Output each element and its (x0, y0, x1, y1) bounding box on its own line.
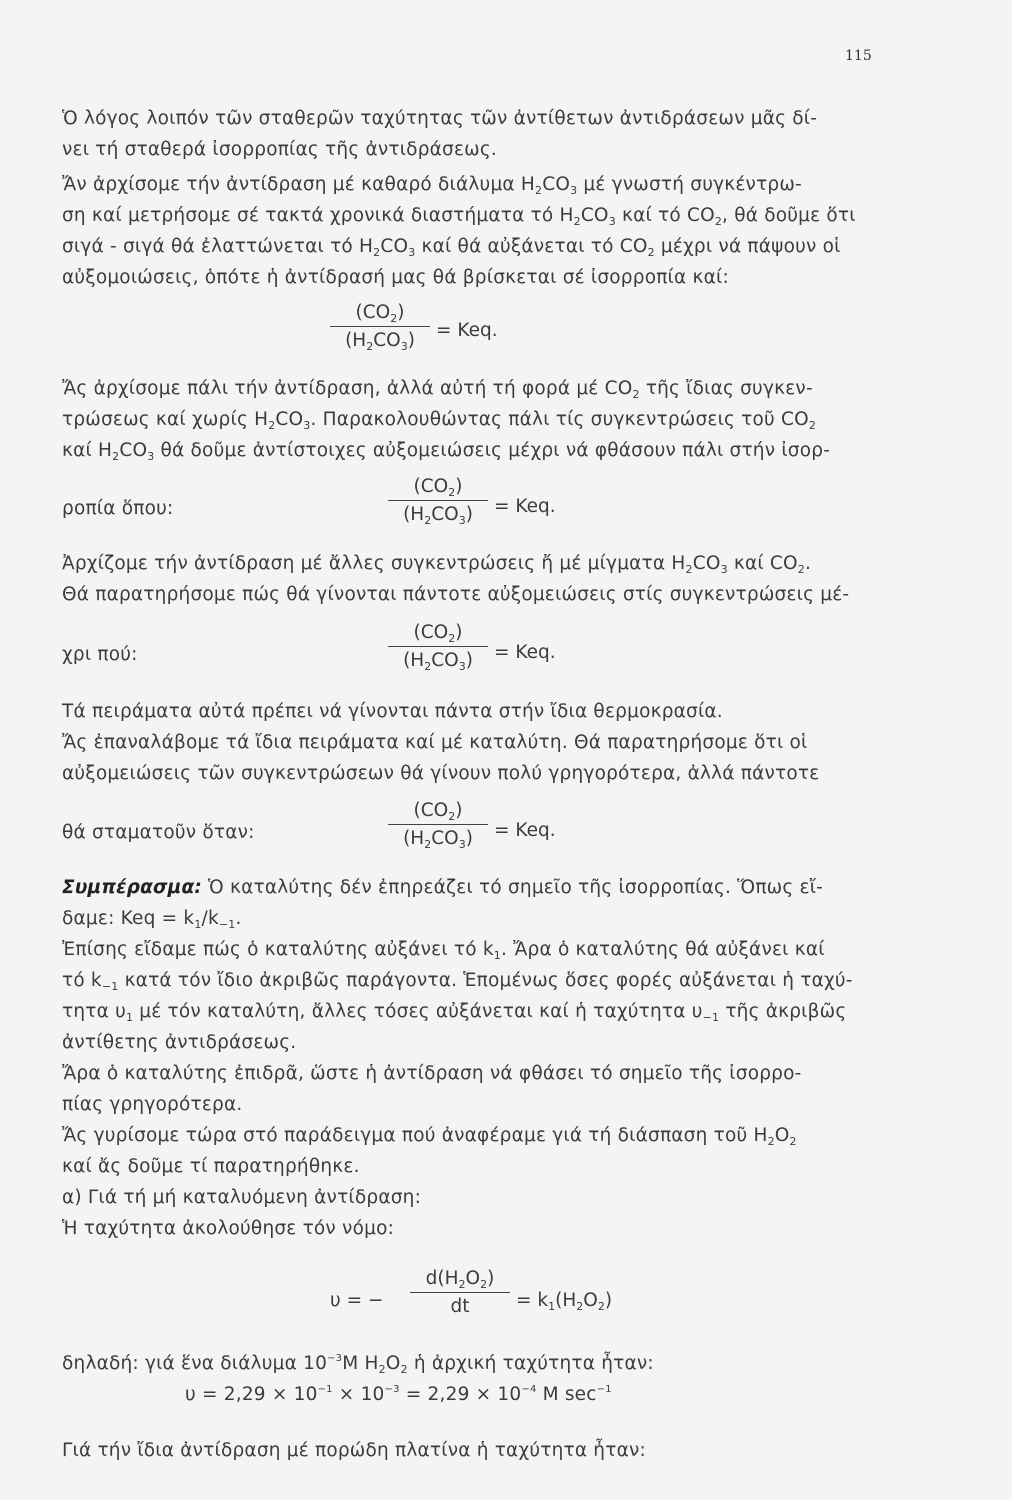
equilibrium-fraction: $(CO_2)$ $(H_2CO_3)$ (388, 622, 488, 671)
text-line: ση καί μετρήσομε σέ τακτά χρονικά διαστήματα τό $H_2CO_3$ καί τό $CO_2$, θά δοῦμε ὅτι (62, 205, 856, 228)
text-line: Ἄς ἐπαναλάβομε τά ἴδια πειράματα καί μέ καταλύτη. Θά παρατηρήσομε ὅτι οἱ (62, 732, 808, 753)
text-line: χρι πού: (62, 644, 138, 665)
text-line: Ἄς ἀρχίσομε πάλι τήν ἀντίδραση, ἀλλά αὐτή τή φορά μέ $CO_2$ τῆς ἴδιας συγκεν- (62, 378, 813, 401)
text-line: αὐξομοιώσεις, ὁπότε ἡ ἀντίδρασή μας θά βρίσκεται σέ ἰσορροπία καί: (62, 267, 729, 288)
page-number: 115 (845, 48, 872, 64)
text-line: Ἄρα ὁ καταλύτης ἐπιδρᾶ, ὥστε ἡ ἀντίδραση νά φθάσει τό σημεῖο τῆς ἰσορρο- (62, 1063, 802, 1084)
text-line: νει τή σταθερά ἰσορροπίας τῆς ἀντιδράσεως. (62, 139, 497, 160)
text-line: Ἄν ἀρχίσομε τήν ἀντίδραση μέ καθαρό διάλυμα $H_2CO_3$ μέ γνωστή συγκέντρω- (62, 174, 802, 197)
text-line: δαμε: Keq = $k_1/k_{-1}$. (62, 908, 242, 931)
keq-label: = Keq. (494, 496, 556, 517)
text-line: ἀντίθετης ἀντιδράσεως. (62, 1032, 297, 1053)
equilibrium-fraction: $(CO_2)$ $(H_2CO_3)$ (330, 302, 430, 351)
keq-label: = Keq. (436, 320, 498, 341)
keq-label: = Keq. (494, 820, 556, 841)
conclusion-label: Συμπέρασμα: (62, 877, 202, 898)
text-line: σιγά - σιγά θά ἐλαττώνεται τό $H_2CO_3$ καί θά αὐξάνεται τό $CO_2$ μέχρι νά πάψουν οἱ (62, 236, 841, 259)
text-line: δηλαδή: γιά ἕνα διάλυμα $10^{-3}M$ $H_2O_2$ ἡ ἀρχική ταχύτητα ἦταν: (62, 1353, 654, 1376)
text-line: Συμπέρασμα: Ὁ καταλύτης δέν ἐπηρεάζει τό σημεῖο τῆς ἰσορροπίας. Ὅπως εἴ- (62, 877, 824, 898)
text-line: Τά πειράματα αὐτά πρέπει νά γίνονται πάντα στήν ἴδια θερμοκρασία. (62, 701, 723, 722)
text-line: θά σταματοῦν ὅταν: (62, 822, 255, 843)
text-line: Ἐπίσης εἴδαμε πώς ὁ καταλύτης αὐξάνει τό $k_1$. Ἄρα ὁ καταλύτης θά αὐξάνει καί (62, 939, 825, 962)
text-line: τρώσεως καί χωρίς $H_2CO_3$. Παρακολουθώντας πάλι τίς συγκεντρώσεις τοῦ $CO_2$ (62, 409, 817, 432)
text-line: Ἄς γυρίσομε τώρα στό παράδειγμα πού ἀναφέραμε γιά τή διάσπαση τοῦ $H_2O_2$ (62, 1125, 797, 1148)
text-line: Γιά τήν ἴδια ἀντίδραση μέ πορώδη πλατίνα ἡ ταχύτητα ἦταν: (62, 1440, 646, 1461)
rate-law-fraction: $d(H_2O_2)$ dt (410, 1268, 510, 1317)
text-line: $\upsilon = 2,29 \times 10^{-1} \times 10^{-3} = 2,29 \times 10^{-4}$ M $\sec^{-1}$ (185, 1384, 612, 1405)
text-line: Ἀρχίζομε τήν ἀντίδραση μέ ἄλλες συγκεντρώσεις ἤ μέ μίγματα $H_2CO_3$ καί $CO_2$. (62, 553, 812, 576)
text-line: τό $k_{-1}$ κατά τόν ἴδιο ἀκριβῶς παράγοντα. Ἑπομένως ὅσες φορές αὐξάνεται ἡ ταχύ- (62, 970, 853, 993)
equilibrium-fraction: $(CO_2)$ $(H_2CO_3)$ (388, 800, 488, 849)
equilibrium-fraction: $(CO_2)$ $(H_2CO_3)$ (388, 476, 488, 525)
text-line: πίας γρηγορότερα. (62, 1094, 243, 1115)
text-line: Ὁ λόγος λοιπόν τῶν σταθερῶν ταχύτητας τῶν ἀντίθετων ἀντιδράσεων μᾶς δί- (62, 108, 818, 129)
rate-law-rhs: = $k_1(H_2O_2)$ (516, 1290, 613, 1313)
keq-label: = Keq. (494, 642, 556, 663)
text-line: καί $H_2CO_3$ θά δοῦμε ἀντίστοιχες αὐξομειώσεις μέχρι νά φθάσουν πάλι στήν ἰσορ- (62, 440, 831, 463)
rate-law-lhs: υ = − (330, 1290, 384, 1311)
text-line: τητα $\upsilon_1$ μέ τόν καταλύτη, ἄλλες τόσες αὐξάνεται καί ἡ ταχύτητα $\upsilon_{-1}$ τῆς ἀκριβῶς (62, 1001, 847, 1024)
text-line: Ἡ ταχύτητα ἀκολούθησε τόν νόμο: (62, 1218, 395, 1239)
text-line: Θά παρατηρήσομε πώς θά γίνονται πάντοτε αὐξομειώσεις στίς συγκεντρώσεις μέ- (62, 584, 850, 605)
text-line: αὐξομειώσεις τῶν συγκεντρώσεων θά γίνουν πολύ γρηγορότερα, ἀλλά πάντοτε (62, 763, 820, 784)
text-line: καί ἄς δοῦμε τί παρατηρήθηκε. (62, 1156, 360, 1177)
text-line: α) Γιά τή μή καταλυόμενη ἀντίδραση: (62, 1187, 422, 1208)
text-line: ροπία ὅπου: (62, 498, 174, 519)
